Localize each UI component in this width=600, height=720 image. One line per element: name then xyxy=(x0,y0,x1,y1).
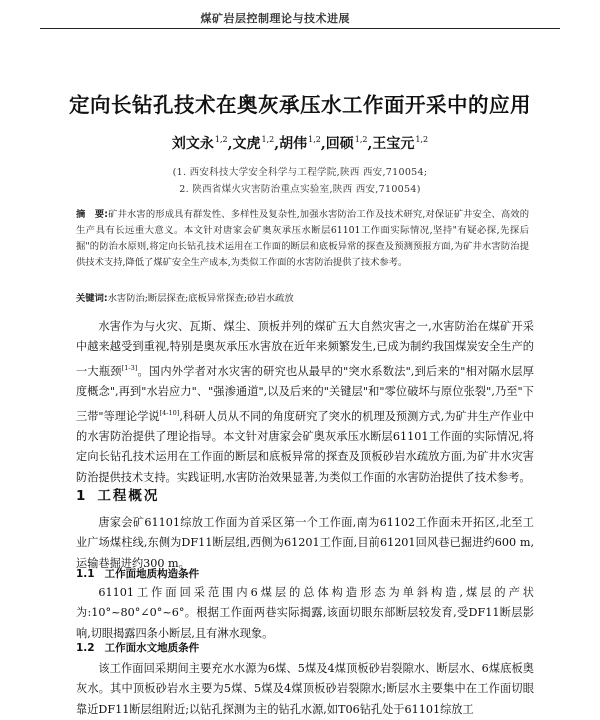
keywords xyxy=(76,291,529,307)
author: 胡伟$^{1,2}$ xyxy=(279,135,321,152)
author: 文虎$^{1,2}$ xyxy=(232,135,275,152)
running-header-title: 煤矿岩层控制理论与技术进展 xyxy=(200,12,350,25)
affiliation-2: 2. 陕西省煤火灾害防治重点实验室,陕西 西安,710054) xyxy=(179,184,421,195)
citation: [4-10] xyxy=(159,408,180,417)
author: 刘文永$^{1,2}$ xyxy=(171,135,228,152)
paper-title: 定向长钻孔技术在奥灰承压水工作面开采中的应用 xyxy=(69,93,531,117)
abstract xyxy=(76,207,529,271)
author: 王宝元$^{1,2}$ xyxy=(372,135,429,152)
section-heading: 1 工程概况 xyxy=(76,488,160,504)
affiliation-1: (1. 西安科技大学安全科学与工程学院,陕西 西安,710054; xyxy=(172,167,428,178)
abstract-text: 矿井水害的形成具有群发性、多样性及复杂性,加强水害防治工作及技术研究,对保证矿井安全、高效的生产具有长远重大意义。本文针对唐家会矿奥灰承压水断层61101工作面实际情况,坚持"有疑必探,先探后掘"的防治水原则,将定向长钻孔技术运用在工作面的断层和底板异常的探查及预测预报方面,为矿井水害防治提供技术支持,降低了煤矿安全生产成本,为类似工作面的水害防治提供了技术参考。 xyxy=(76,209,530,268)
author-list: 刘文永$^{1,2}$,文虎$^{1,2}$,胡伟$^{1,2}$,回硕$^{1,2}$,王宝元$^{1,2}$ xyxy=(171,135,429,152)
running-header xyxy=(40,6,560,29)
author: 回硕$^{1,2}$ xyxy=(325,135,368,152)
subsection-heading: 1.1 工作面地质构造条件 xyxy=(76,568,200,580)
keywords-label: 关键词: xyxy=(76,293,108,304)
intro-paragraph: 水害作为与火灾、瓦斯、煤尘、顶板并列的煤矿五大自然灾害之一,水害防治在煤矿开采中越来越受到重视,特别是奥灰承压水害放在近年来频繁发生,已成为制约我国煤炭安全生产的一大瓶颈[1-3]。国内外学者对水灾害的研究也从最早的"突水系数法",到后来的"相对隔水层厚度概念",再到"水岩应力"、"强渗通道",以及后来的"关键层"和"零位破坏与原位张裂",乃至"下三带"等理论学说[4-10],科研人员从不同的角度研究了突水的机理及预测方式,为矿井生产作业中的水害防治提供了理论指导。本文针对唐家会矿奥灰承压水断层61101工作面的实际情况,将定向长钻孔技术运用在工作面的断层和底板异常的探查及顶板砂岩水疏放方面,为矿井水灾害防治提供技术支持。实践证明,水害防治效果显著,为类似工作面的水害防治提供了技术参考。 xyxy=(76,320,534,484)
section-1-1-paragraph: 61101工作面回采范围内6煤层的总体构造形态为单斜构造,煤层的产状为:10°~80°∠0°~6°。根据工作面两巷实际揭露,该面切眼东部断层较发育,受DF11断层影响,切眼揭露四条小断层,且有淋水现象。 xyxy=(76,586,534,640)
abstract-label: 摘 要: xyxy=(76,209,109,220)
citation: [1-3] xyxy=(121,363,138,372)
section-1-2-paragraph: 该工作面回采期间主要充水水源为6煤、5煤及4煤顶板砂岩裂隙水、断层水、6煤底板奥灰水。其中顶板砂岩水主要为5煤、5煤及4煤顶板砂岩裂隙水;断层水主要集中在工作面切眼靠近DF11断层组附近;以钻孔探测为主的钻孔水源,如T06钻孔处于61101综放工 xyxy=(76,662,534,716)
keywords-text: 水害防治;断层探查;底板异常探查;砂岩水疏放 xyxy=(107,293,294,304)
section-1-paragraph: 唐家会矿61101综放工作面为首采区第一个工作面,南为61102工作面未开拓区,北至工业广场煤柱线,东侧为DF11断层组,西侧为61201工作面,目前61201回风巷已掘进约600 m,运输巷掘进约300 m。 xyxy=(76,516,534,570)
subsection-heading: 1.2 工作面水文地质条件 xyxy=(76,642,200,654)
